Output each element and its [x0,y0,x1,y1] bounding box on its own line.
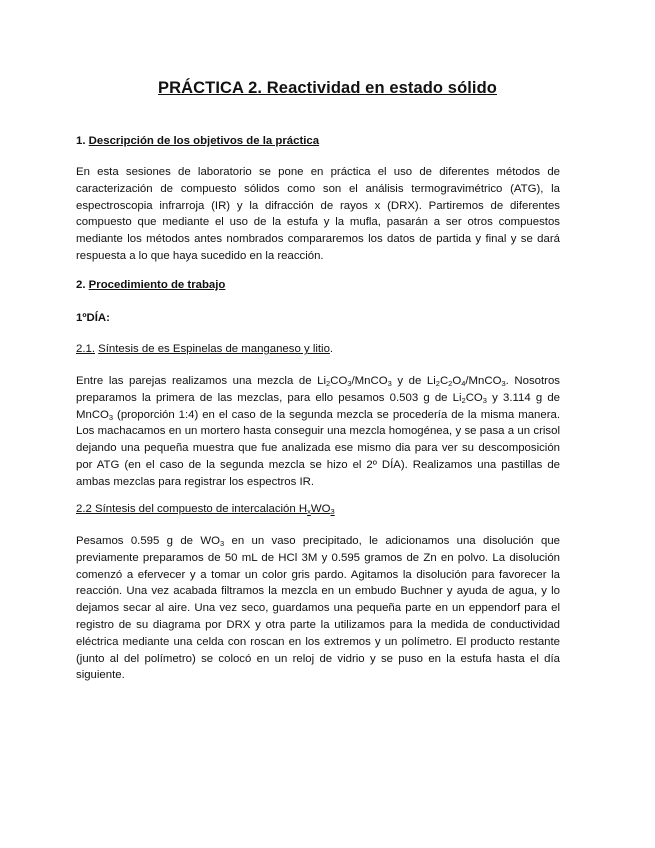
subscript: 3 [219,539,225,548]
subsection-2-1-number: 2.1. [76,343,95,355]
section-1-heading [76,135,319,147]
section-1-title: Descripción de los objetivos de la práctica [88,135,320,147]
subscript: 4 [461,379,466,388]
text-run: y 3.114 g de MnCO [76,391,560,421]
subscript: 3 [501,379,506,388]
section-2-heading [76,279,225,291]
subscript: 2 [461,395,466,405]
text-run: en un vaso precipitado, le adicionamos una disolución que previamente preparamos de 50 mL de HCl 3M y 0.595 gramos de Zn en polvo. La disolución comenzó a efervecer y a tomar un color gris pardo. Agitamos la disolución para favorecer la reacción. Una vez acabada filtramos la mezcla en un embudo Buchner y ayuda de agua, y lo dejamos secar al aire. Una vez seco, guardamos una pequeña parte en un eppendorf para el registro de su diagrama por DRX y otra parte la utilizamos para la medida de conductividad eléctrica mediante una celda con roscan en los extremos y un polímetro. El producto restante (junto al del polímetro) se colocó en un reloj de vidrio y se puso en la estufa hasta el día siguiente. [76,535,560,682]
subscript: 2 [435,379,440,388]
text-run: CO [465,391,483,404]
subscript: 2 [326,379,331,388]
text-run: O [452,375,462,387]
subsection-2-1-title: Síntesis de es Espinelas de manganeso y litio [98,343,330,355]
text-run: /MnCO [351,375,388,387]
text-run: /MnCO [465,375,502,387]
day-label: 1ºDÍA: [76,312,110,324]
section-2-title: Procedimiento de trabajo [88,279,226,291]
subscript: 3 [482,395,487,405]
text-run: Entre las parejas realizamos una mezcla de Li [76,375,327,387]
subscript: 3 [108,412,114,422]
section-1-number: 1. [76,135,86,147]
subsection-2-1-paragraph [76,373,560,491]
section-1-paragraph: En esta sesiones de laboratorio se pone en práctica el uso de diferentes métodos de caracterización de compuesto sólidos como son el análisis termogravimétrico (ATG), la espectroscopia infrarroja (IR) y la difracción de rayos x (DRX). Partiremos de diferentes compuesto que mediante el uso de la estufa y la mufla, pasarán a ser otros compuestos mediante los métodos antes nombrados compararemos los datos de partida y final y se dará respuesta a lo que haya sucedido en la reacción. [76,166,560,262]
subscript: 2 [448,379,453,388]
subsection-2-2-title: 2.2 Síntesis del compuesto de intercalación H [76,503,308,515]
subscript: x [307,507,311,516]
subsection-2-2-paragraph [76,533,560,684]
text-run: (proporción 1:4) en el caso de la segunda mezcla se procedería de la misma manera. Los machacamos en un mortero hasta conseguir una mezcla homogénea, y se pasa a un crisol dejando una pequeña muestra que fue analizada ese mismo dia para ver su descomposición por ATG (en el caso de la segunda mezcla se hizo el 2º DÍA). Realizamos una pastillas de ambas mezclas para registrar los espectros IR. [76,408,560,488]
text-run: C [439,375,449,387]
text-run: . Nosotros preparamos la primera de las mezclas, para ello pesamos 0.503 g de Li [76,375,560,404]
subscript: 3 [387,379,392,388]
page-title: PRÁCTICA 2. Reactividad en estado sólido [158,79,497,97]
text-run: y de Li [391,375,436,387]
text-run: WO [310,503,331,515]
text-run: CO [330,375,348,387]
section-2-number: 2. [76,279,86,291]
subsection-2-1-period: . [329,343,334,355]
text-run: Pesamos 0.595 g de WO [76,535,220,547]
subscript: 3 [347,379,352,388]
subsection-2-2-heading [76,503,335,515]
subsection-2-1-heading [76,343,333,355]
subscript: 3 [330,507,335,516]
